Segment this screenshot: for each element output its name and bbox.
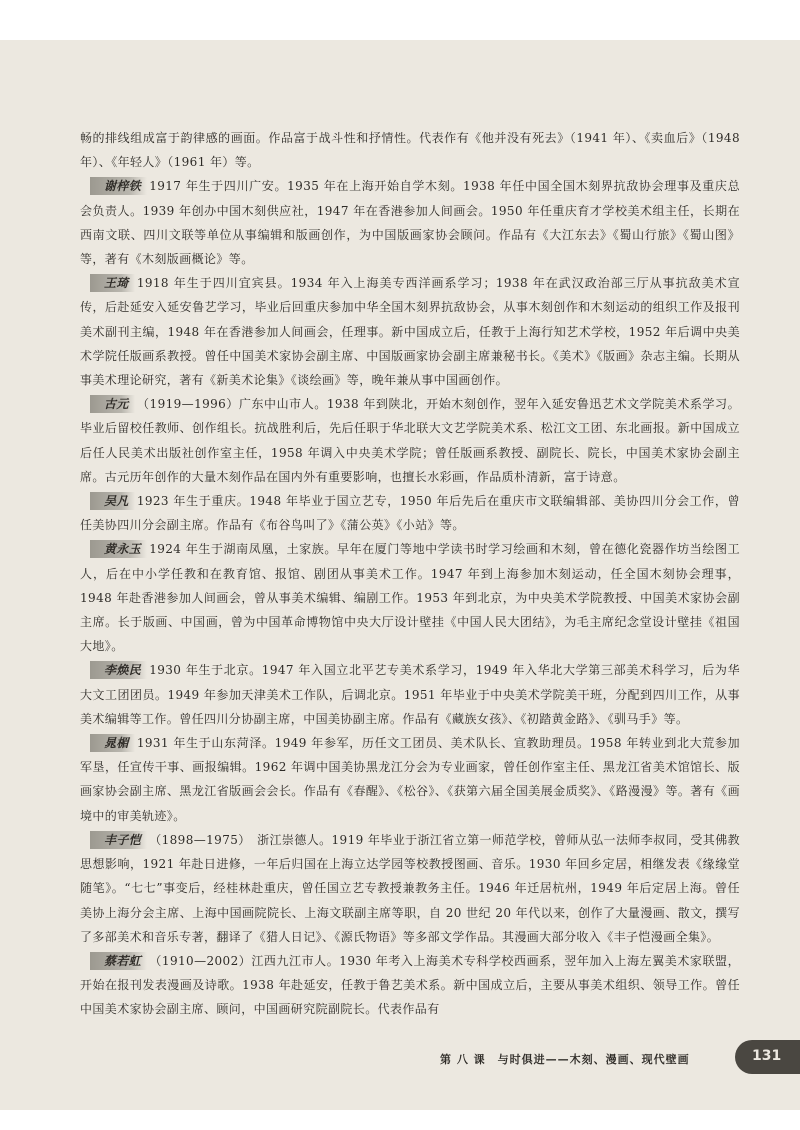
entry-text: 1924 年生于湖南凤凰，土家族。早年在厦门等地中学读书时学习绘画和木刻，曾在德化瓷器作坊当绘图工人，后在中小学任教和在教育馆、报馆、剧团从事美术工作。1947 年到上海参加木刻运动，任全国木刻协会理事，1948 年赴香港参加人间画会，曾从事美术编辑、编剧工作。1953 年到北京，为中央美术学院教授、中国美术家协会副主席。长于版画、中国画，曾为中国革命博物馆中央大厅设计壁挂《中国人民大团结》，为毛主席纪念堂设计壁挂《祖国大地》。 [80, 542, 740, 654]
page-number: 131 [752, 1048, 782, 1064]
artist-name: 蔡若虹 [90, 952, 147, 970]
artist-name: 古元 [90, 395, 135, 413]
entry-artist [80, 731, 740, 828]
artist-name: 谢梓铁 [90, 177, 147, 195]
entry-text: （1910—2002）江西九江市人。1930 年考入上海美术专科学校西画系，翌年加入上海左翼美术家联盟，开始在报刊发表漫画及诗歌。1938 年赴延安，任教于鲁艺美术系。新中国成立后，主要从事美术组织、领导工作。曾任中国美术家协会副主席、顾问，中国画研究院副院长。代表作品有 [80, 953, 740, 1017]
artist-name: 李焕民 [90, 661, 147, 679]
entry-artist [80, 949, 740, 1022]
artist-name: 吴凡 [90, 492, 135, 510]
entry-artist [80, 271, 740, 392]
entry-continuation [80, 126, 740, 174]
entry-text: 1917 年生于四川广安。1935 年在上海开始自学木刻。1938 年任中国全国木刻界抗敌协会理事及重庆总会负责人。1939 年创办中国木刻供应社，1947 年在香港参加人间画会。1950 年任重庆育才学校美术组主任，长期在西南文联、四川文联等单位从事编辑和版画创作，为中国版画家协会顾问。作品有《大江东去》《蜀山行旅》《蜀山图》等，著有《木刻版画概论》等。 [80, 179, 740, 267]
entry-artist [80, 537, 740, 658]
chapter-footer: 第 八 课 与时俱进——木刻、漫画、现代壁画 [440, 1053, 690, 1066]
entry-artist [80, 489, 740, 537]
entry-text: 1931 年生于山东菏泽。1949 年参军，历任文工团员、美术队长、宣教助理员。1958 年转业到北大荒参加军垦，任宣传干事、画报编辑。1962 年调中国美协黑龙江分会为专业画家，曾任创作室主任、黑龙江省美术馆馆长、版画家协会副主席、黑龙江省版画会会长。作品有《春醒》、《松谷》、《获第六届全国美展金质奖》、《路漫漫》等。著有《画境中的审美轨迹》。 [80, 736, 740, 823]
entry-text: （1898—1975） 浙江崇德人。1919 年毕业于浙江省立第一师范学校，曾师从弘一法师李叔同，受其佛教思想影响，1921 年赴日进修，一年后归国在上海立达学园等校教授图画、音乐。1930 年回乡定居，相继发表《缘缘堂随笔》。“七七”事变后，经桂林赴重庆，曾任国立艺专教授兼教务主任。1946 年迁居杭州，1949 年后定居上海。曾任美协上海分会主席、上海中国画院院长、上海文联副主席等职，自 20 世纪 20 年代以来，创作了大量漫画、散文，撰写了多部美术和音乐专著，翻译了《猎人日记》、《源氏物语》等多部文学作品。其漫画大部分收入《丰子恺漫画全集》。 [80, 832, 740, 944]
entry-text: 1930 年生于北京。1947 年入国立北平艺专美术系学习，1949 年入华北大学第三部美术科学习，后为华大文工团团员。1949 年参加天津美术工作队，后调北京。1951 年毕业于中央美术学院美干班，分配到四川工作，从事美术编辑等工作。曾任四川分协副主席，中国美协副主席。作品有《藏族女孩》、《初踏黄金路》、《驯马手》等。 [80, 663, 740, 726]
entry-text: （1919—1996）广东中山市人。1938 年到陕北，开始木刻创作，翌年入延安鲁迅艺术文学院美术系学习。毕业后留校任教师、创作组长。抗战胜利后，先后任职于华北联大文艺学院美术系、松江文工团、东北画报。新中国成立后任人民美术出版社创作室主任，1958 年调入中央美术学院；曾任版画系教授、副院长、院长，中国美术家协会副主席。古元历年创作的大量木刻作品在国内外有重要影响，也擅长水彩画，作品质朴清新，富于诗意。 [80, 397, 740, 484]
entry-artist [80, 828, 740, 949]
entry-text: 1918 年生于四川宜宾县。1934 年入上海美专西洋画系学习；1938 年在武汉政治部三厅从事抗敌美术宣传，后赴延安入延安鲁艺学习，毕业后回重庆参加中华全国木刻界抗敌协会，从事木刻创作和木刻运动的组织工作及报刊美术副刊主编，1948 年在香港参加人间画会，任理事。新中国成立后，任教于上海行知艺术学校，1952 年后调中央美术学院任版画系教授。曾任中国美术家协会副主席、中国版画家协会副主席兼秘书长。《美术》《版画》杂志主编。长期从事美术理论研究，著有《新美术论集》《谈绘画》等，晚年兼从事中国画创作。 [80, 276, 740, 388]
book-page [0, 40, 800, 1110]
entry-artist [80, 174, 740, 271]
artist-name: 晁楣 [90, 734, 135, 752]
entry-artist [80, 658, 740, 731]
entry-artist [80, 392, 740, 489]
entry-text: 畅的排线组成富于韵律感的画面。作品富于战斗性和抒情性。代表作有《他并没有死去》（1941 年）、《卖血后》（1948 年）、《年轻人》（1961 年）等。 [80, 131, 740, 170]
page-body [80, 126, 740, 1022]
entry-text: 1923 年生于重庆。1948 年毕业于国立艺专，1950 年后先后在重庆市文联编辑部、美协四川分会工作，曾任美协四川分会副主席。作品有《布谷鸟叫了》《蒲公英》《小站》等。 [80, 494, 740, 533]
artist-name: 丰子恺 [90, 831, 147, 849]
artist-name: 王琦 [90, 274, 135, 292]
artist-name: 黄永玉 [90, 540, 147, 558]
